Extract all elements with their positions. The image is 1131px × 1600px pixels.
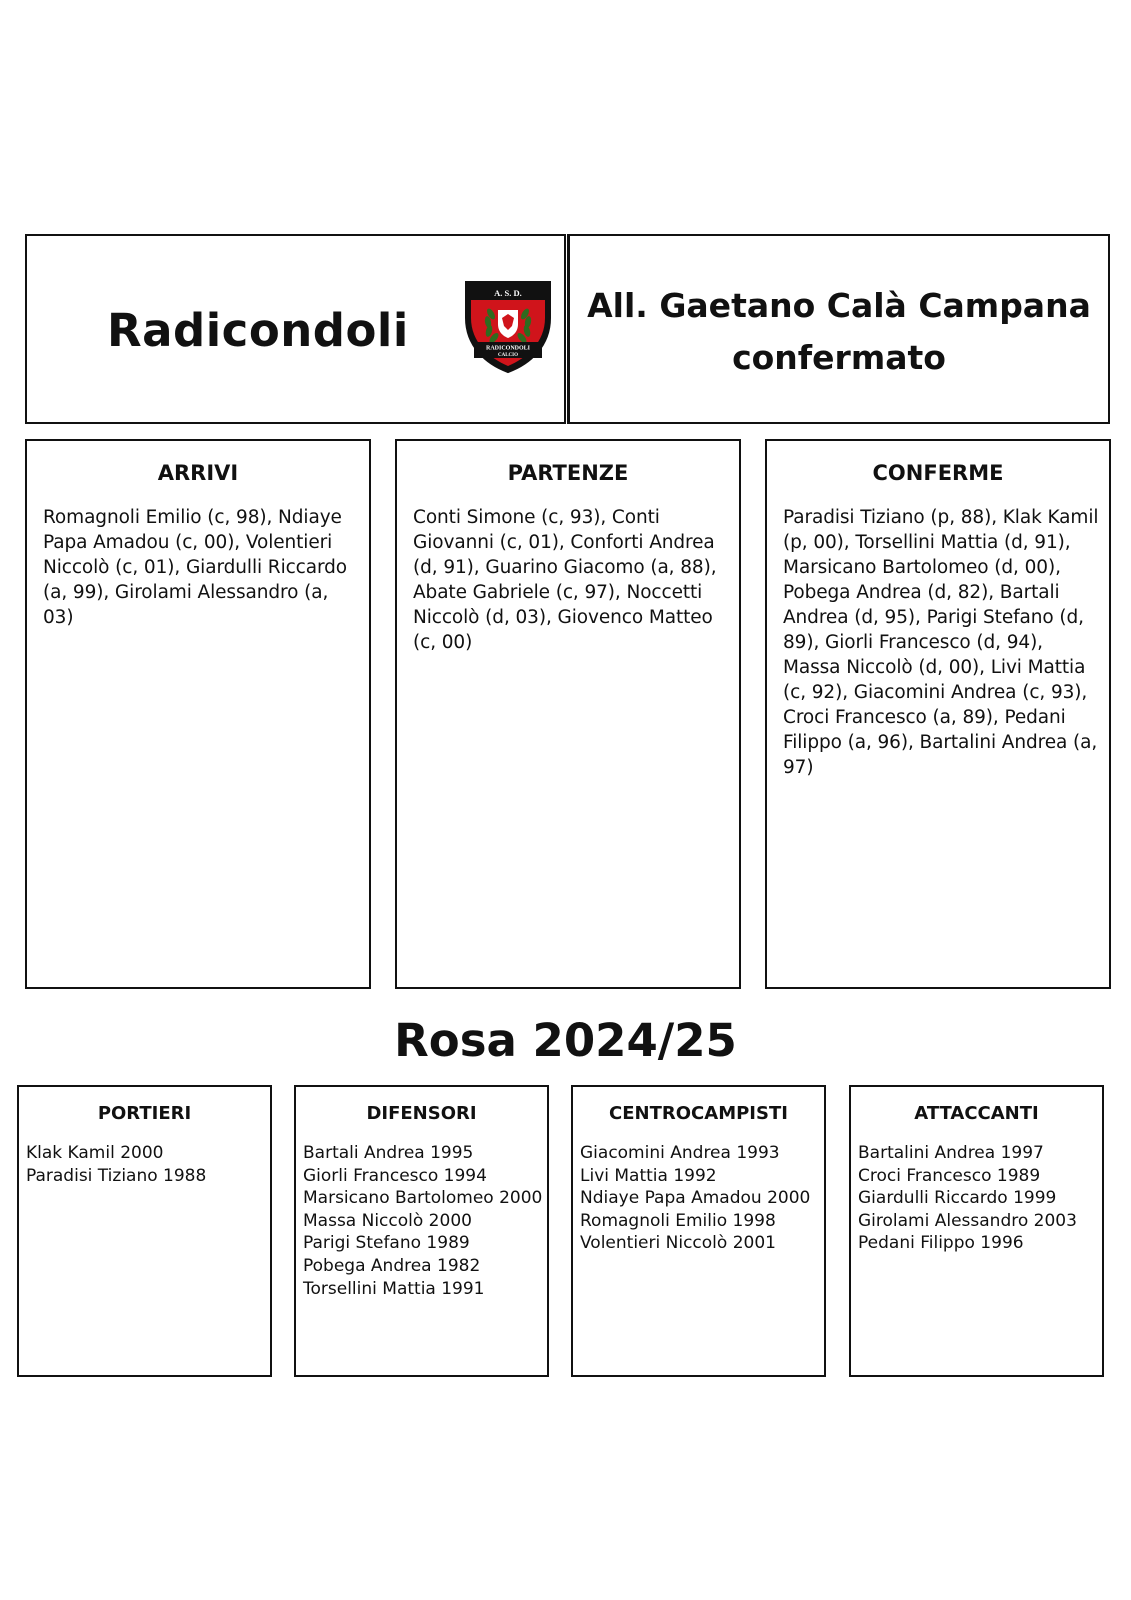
list-item: Bartali Andrea 1995 bbox=[303, 1143, 474, 1163]
coach-line-1: All. Gaetano Calà Campana bbox=[587, 286, 1091, 325]
team-header-box bbox=[25, 234, 566, 424]
crest-top-text: A. S. D. bbox=[494, 288, 522, 298]
coach-line-2: confermato bbox=[732, 338, 946, 377]
list-item: Bartalini Andrea 1997 bbox=[858, 1143, 1044, 1163]
list-item: Parigi Stefano 1989 bbox=[303, 1233, 470, 1254]
arrivi-text: Romagnoli Emilio (c, 98), Ndiaye Papa Amadou (c, 00), Volentieri Niccolò (c, 01), Giardulli Riccardo (a, 99), Girolami Alessandro (a, 03) bbox=[43, 507, 348, 628]
attaccanti-title: ATTACCANTI bbox=[914, 1103, 1039, 1124]
portieri-title: PORTIERI bbox=[97, 1103, 192, 1124]
list-item: Giorli Francesco 1994 bbox=[303, 1165, 487, 1186]
list-item: Pobega Andrea 1982 bbox=[303, 1255, 481, 1276]
coach-header-box bbox=[567, 234, 1110, 424]
portieri-list bbox=[26, 1142, 268, 1187]
list-item: Girolami Alessandro 2003 bbox=[858, 1210, 1077, 1231]
partenze-panel bbox=[395, 439, 741, 989]
centrocampisti-panel bbox=[571, 1085, 826, 1377]
list-item: Klak Kamil 2000 bbox=[26, 1143, 164, 1163]
club-crest-logo bbox=[458, 278, 558, 374]
list-item: Pedani Filippo 1996 bbox=[858, 1233, 1024, 1254]
conferme-title: CONFERME bbox=[872, 461, 1004, 485]
list-item: Paradisi Tiziano 1988 bbox=[26, 1165, 207, 1186]
list-item: Croci Francesco 1989 bbox=[858, 1165, 1041, 1186]
partenze-text: Conti Simone (c, 93), Conti Giovanni (c, 01), Conforti Andrea (d, 91), Guarino Giacomo (a, 88), Abate Gabriele (c, 97), Noccetti Niccolò (d, 03), Giovenco Matteo (c, 00) bbox=[413, 507, 717, 653]
list-item: Marsicano Bartolomeo 2000 bbox=[303, 1188, 543, 1209]
centrocampisti-title: CENTROCAMPISTI bbox=[609, 1103, 788, 1124]
conferme-text: Paradisi Tiziano (p, 88), Klak Kamil (p, 00), Torsellini Mattia (d, 91), Marsicano Bartolomeo (d, 00), Pobega Andrea (d, 82), Bartali Andrea (d, 95), Parigi Stefano (d, 89), Giorli Francesco (d, 94), Massa Niccolò (d, 00), Livi Mattia (c, 92), Giacomini Andrea (c, 93), Croci Francesco (a, 89), Pedani Filippo (a, 96), Bartalini Andrea (a, 97) bbox=[783, 507, 1099, 778]
difensori-panel bbox=[294, 1085, 549, 1377]
list-item: Volentieri Niccolò 2001 bbox=[580, 1233, 776, 1254]
list-item: Livi Mattia 1992 bbox=[580, 1165, 717, 1186]
attaccanti-list bbox=[858, 1142, 1100, 1255]
list-item: Giacomini Andrea 1993 bbox=[580, 1143, 780, 1163]
list-item: Massa Niccolò 2000 bbox=[303, 1210, 472, 1231]
conferme-panel bbox=[765, 439, 1111, 989]
difensori-title: DIFENSORI bbox=[366, 1103, 477, 1124]
portieri-panel bbox=[17, 1085, 272, 1377]
centrocampisti-list bbox=[580, 1142, 822, 1255]
crest-bottom-text-1: RADICONDOLI bbox=[485, 345, 531, 352]
team-name: Radicondoli bbox=[107, 304, 409, 357]
list-item: Ndiaye Papa Amadou 2000 bbox=[580, 1188, 811, 1209]
crest-bottom-text-2: CALCIO bbox=[497, 353, 519, 358]
list-item: Romagnoli Emilio 1998 bbox=[580, 1210, 776, 1231]
rosa-title: Rosa 2024/25 bbox=[394, 1014, 737, 1067]
attaccanti-panel bbox=[849, 1085, 1104, 1377]
list-item: Giardulli Riccardo 1999 bbox=[858, 1188, 1057, 1209]
difensori-list bbox=[303, 1142, 545, 1300]
coach-announcement bbox=[570, 280, 1108, 384]
partenze-title: PARTENZE bbox=[507, 461, 629, 485]
arrivi-panel bbox=[25, 439, 371, 989]
list-item: Torsellini Mattia 1991 bbox=[303, 1278, 485, 1299]
arrivi-title: ARRIVI bbox=[157, 461, 239, 485]
